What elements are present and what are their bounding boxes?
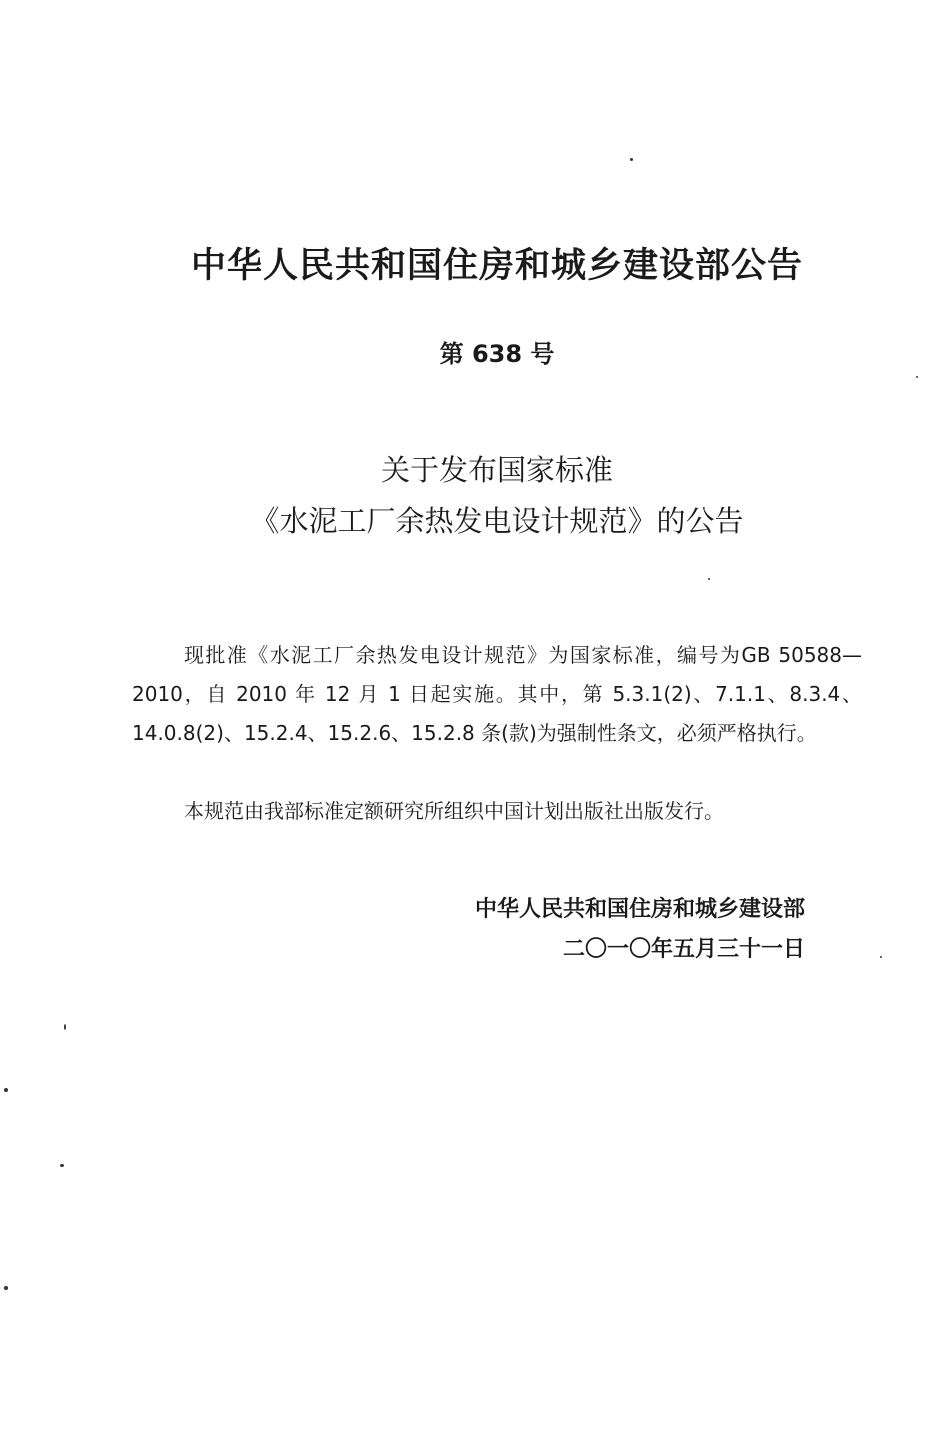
scan-speck xyxy=(630,158,633,161)
scan-speck xyxy=(64,1024,66,1030)
scan-speck xyxy=(916,376,918,378)
notice-subject-line-2: 《水泥工厂余热发电设计规范》的公告 xyxy=(250,504,744,538)
scan-speck xyxy=(4,1286,8,1290)
scan-speck xyxy=(880,956,882,958)
notice-number: 第 638 号 xyxy=(439,340,555,368)
body-paragraph-approval: 现批准《水泥工厂余热发电设计规范》为国家标准，编号为GB 50588—2010，自 2010 年 12 月 1 日起实施。其中，第 5.3.1(2)、7.1.1、8.3.4、14.0.8(2)、15.2.4、15.2.6、15.2.8 条(款)为强制性条文，必须严格执行。 xyxy=(132,643,862,745)
scan-speck xyxy=(4,1088,8,1092)
scan-speck xyxy=(60,1164,64,1167)
signature-date: 二〇一〇年五月三十一日 xyxy=(562,937,805,962)
body-paragraph-publication: 本规范由我部标准定额研究所组织中国计划出版社出版发行。 xyxy=(184,799,724,823)
notice-subject-line-1: 关于发布国家标准 xyxy=(380,453,613,487)
scan-speck xyxy=(708,578,710,580)
ministry-title: 中华人民共和国住房和城乡建设部公告 xyxy=(190,246,803,286)
signature-organization: 中华人民共和国住房和城乡建设部 xyxy=(474,897,805,922)
